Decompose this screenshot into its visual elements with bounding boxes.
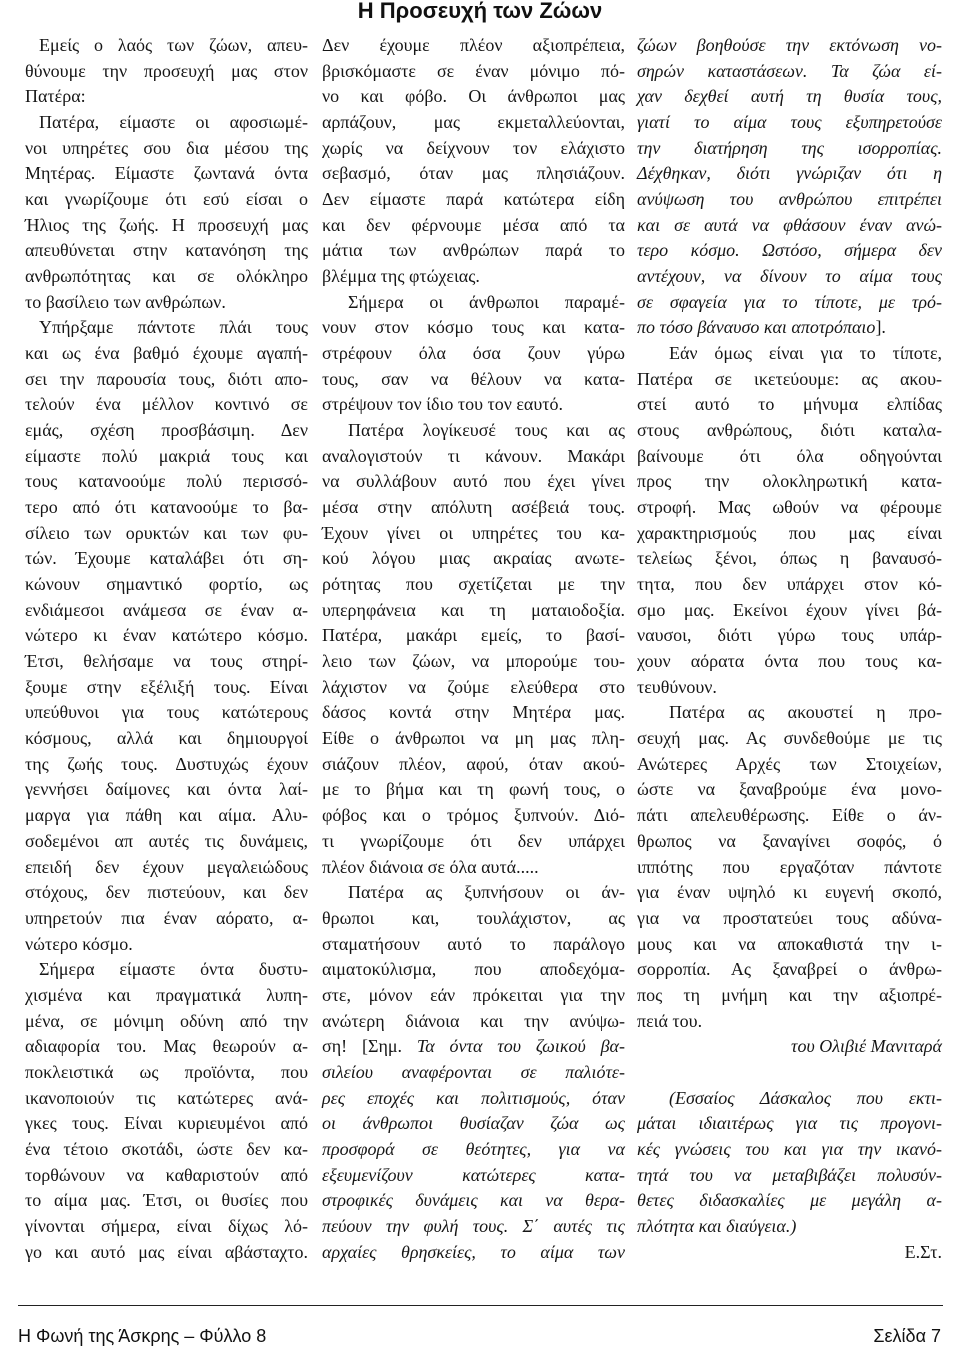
text-line: σοδεμένοι απ αυτές τις δυνάμεις,: [25, 830, 308, 851]
text-line: τους κατανοούμε πολύ περισσό-: [25, 471, 308, 492]
text-line: τους, σαν να θέλουν να κατα-: [322, 368, 625, 389]
text-line: απευθύνεται στην κατανόηση της: [25, 240, 308, 261]
text-line: [322, 1086, 625, 1112]
italic-text-run: πεύουν την φυλή τους. Σ΄ αυτές τις: [322, 1215, 625, 1236]
text-line: Σήμερα οι άνθρωποι παραμέ-: [348, 291, 625, 312]
editor-initials: [637, 1240, 942, 1266]
text-line: μους και να αποκαθιστά την ι-: [637, 933, 942, 954]
text-line: Δέχθηκαν, διότι γνώριζαν ότι η: [637, 163, 942, 184]
text-line: θρωπος να ξαναγίνει σοφός, ό: [637, 830, 942, 851]
text-line: γο και αυτό μας είναι αβάσταχτο.: [25, 1241, 308, 1262]
text-line: πλότητα και διαύγεια.): [637, 1215, 797, 1236]
text-line: το αίμα μας. Έτσι, οι θυσίες που: [25, 1190, 308, 1211]
text-line: πάτι απελευθέρωσης. Είθε ο άν-: [637, 805, 942, 826]
text-line: ανθρωπότητας και σε ολόκληρο: [25, 266, 308, 287]
paragraph: [25, 33, 308, 110]
text-line: εμάς, σχέση προσβάσιμη. Δεν: [25, 420, 308, 441]
text-line: ιππότης που εργαζόταν πάντοτε: [637, 856, 942, 877]
text-line: θετες διδασκαλίες με μεγάλη α-: [637, 1190, 942, 1211]
text-line: σίλειο των ορυκτών και των φυ-: [25, 522, 308, 543]
text-line: γκες τους. Είναι κυριευμένοι από: [25, 1113, 308, 1134]
text-line: αιματοκύλισμα, που αποδεχόμα-: [322, 959, 625, 980]
column-1: [25, 33, 308, 1265]
text-line: τών. Έχουμε καταλάβει ότι ση-: [25, 548, 308, 569]
text-line: Πατέρα, είμαστε οι αφοσιωμέ-: [39, 112, 308, 133]
author-byline: [637, 1034, 942, 1060]
text-line: νουν στον κόσμο τους και κατα-: [322, 317, 625, 338]
text-line: τητά του να μεταβιβάζει πολυσύν-: [637, 1164, 942, 1185]
text-line: βρισκόμαστε σε έναν μόνιμο πό-: [322, 60, 625, 81]
text-line: δάσος κοντά στην Μητέρα μας.: [322, 702, 625, 723]
text-line: τερο κόσμο. Ωστόσο, σήμερα δεν: [637, 240, 942, 261]
text-line: ανώτερη διάνοια και την ανύψω-: [322, 1010, 625, 1031]
italic-text-run: πο τόσο βάναυσο και αποτρόπαιο: [637, 317, 876, 338]
paragraph: [637, 33, 942, 341]
text-line: αναλογιστούν τι κάνουν. Μακάρι: [322, 445, 625, 466]
text-line: Ε.Στ.: [904, 1241, 942, 1262]
page-number: Σελίδα 7: [873, 1326, 941, 1346]
text-line: Πατέρα σε ικετεύουμε: ας ακου-: [637, 368, 942, 389]
text-line: νώτερο κόσμο.: [25, 933, 133, 954]
italic-text-run: ρες εποχές και πολιτισμούς, όταν: [322, 1087, 625, 1108]
text-line: σμο μας. Εκείνοι έχουν γίνει βά-: [637, 599, 942, 620]
text-line: και ως ένα βαθμό έχουμε αγαπή-: [25, 343, 308, 364]
text-line: υπερηφάνεια και τη ματαιοδοξία.: [322, 599, 625, 620]
text-line: σει την παρουσία τους, διότι απο-: [25, 368, 308, 389]
text-line: Πατέρα, μακάρι εμείς, το βασί-: [322, 625, 625, 646]
column-2: [322, 33, 625, 1265]
text-line: Μητέρας. Είμαστε ζωντανά όντα: [25, 163, 308, 184]
text-line: στόχους, δεν πιστεύουν, και δεν: [25, 882, 308, 903]
text-line: ρότητας που σχετίζεται με την: [322, 574, 625, 595]
text-line: χαρακτηρισμούς που μας είναι: [637, 522, 942, 543]
paragraph: [637, 700, 942, 1034]
text-line: βλέμμα της φτώχειας.: [322, 266, 480, 287]
text-line: σεβασμό, όταν μας πλησιάζουν.: [322, 163, 625, 184]
text-line: [322, 1111, 625, 1137]
text-line: Ήλιος της ζωής. Η προσευχή μας: [25, 214, 308, 235]
text-line: Έχουν γίνει οι υπηρέτες του κα-: [322, 522, 625, 543]
column-3: [637, 33, 942, 1265]
text-line: ναυσοι, διότι γύρω τους υπάρ-: [637, 625, 942, 646]
text-line: και δεν φέρνουμε μέσα από τα: [322, 214, 625, 235]
text-line: [322, 1163, 625, 1189]
text-line: κόσμους, αλλά και δημιουργοί: [25, 728, 308, 749]
text-line: τορθώνουν να καθαριστούν από: [25, 1164, 308, 1185]
text-line: [322, 1214, 625, 1240]
text-line: σταματήσουν αυτό το παράλογο: [322, 933, 625, 954]
text-line: αρπάζουν, μας εκμεταλλεύονται,: [322, 112, 625, 133]
text-line: τελείως ξένοι, όπως η βαναυσό-: [637, 548, 942, 569]
text-line: [637, 315, 942, 341]
paragraph: [322, 290, 625, 418]
text-line: σιάζουν πλέον, αφού, όταν ακού-: [322, 753, 625, 774]
text-line: και γνωρίζουμε ότι εσύ είσαι ο: [25, 189, 308, 210]
text-run: ].: [875, 317, 886, 338]
text-line: θύνουμε την προσευχή μας στον: [25, 60, 308, 81]
text-line: χωρίς να δείχνουν τον ελάχιστο: [322, 137, 625, 158]
italic-text-run: αρχαίες θρησκείες, το αίμα των: [322, 1241, 625, 1262]
text-line: προς την ολοκληρωτική κατα-: [637, 471, 942, 492]
text-line: γιατί το αίμα τους εξυπηρετούσε: [637, 112, 942, 133]
text-line: Δεν είμαστε παρά κατώτερα είδη: [322, 189, 625, 210]
text-line: χαν δεχθεί αυτή τη θυσία τους,: [637, 86, 942, 107]
text-line: [322, 1137, 625, 1163]
text-line: Εάν όμως είναι για το τίποτε,: [669, 343, 942, 364]
text-line: γίνονται σήμερα, είναι δίχως λό-: [25, 1215, 308, 1236]
text-line: βαίνουμε ότι όλα οδηγούνται: [637, 445, 942, 466]
text-line: Πατέρα λογίκευσέ τους και ας: [348, 420, 625, 441]
text-line: κώνουν σημαντικό φορτίο, ως: [25, 574, 308, 595]
article-title: Η Προσευχή των Ζώων: [357, 0, 603, 23]
text-line: και σε αυτά να φθάσουν έναν ανώ-: [637, 214, 942, 235]
text-line: Πατέρα:: [25, 86, 86, 107]
text-line: μαργα για πάθη και αίμα. Αλυ-: [25, 805, 308, 826]
text-line: φόβος και ο τρόμος ξυπνούν. Διό-: [322, 805, 625, 826]
text-line: του Ολιβιέ Μανιταρά: [791, 1036, 942, 1057]
text-line: [322, 1060, 625, 1086]
text-line: σορροπία. Ας ξαναβρεί ο άνθρω-: [637, 959, 942, 980]
text-line: ενδιάμεσοι ανάμεσα σε έναν α-: [25, 599, 308, 620]
text-line: σηρών καταστάσεων. Τα ζώα εί-: [637, 60, 942, 81]
publication-issue: Η Φωνή της Άσκρης – Φύλλο 8: [18, 1326, 267, 1346]
footer-rule: [18, 1305, 943, 1306]
text-line: [322, 1240, 625, 1266]
paragraph: [322, 418, 625, 880]
paragraph: [322, 880, 625, 1265]
text-line: [322, 1034, 625, 1060]
italic-text-run: στροφικές δυνάμεις και να θερα-: [322, 1190, 625, 1211]
text-line: [322, 1188, 625, 1214]
text-line: τελούν ένα μέλλον κοντινό σε: [25, 394, 308, 415]
text-line: ποκλειστικά ως προϊόντα, που: [25, 1061, 308, 1082]
text-line: υπεύθυνοι για τους κατώτερους: [25, 702, 308, 723]
text-line: μάται ιδιαιτέρως για τις προγονι-: [637, 1113, 942, 1134]
text-line: νοι υπηρέτες σου δια μέσου της: [25, 137, 308, 158]
text-line: στεί αυτό το μήνυμα ελπίδας: [637, 394, 942, 415]
text-line: Έτσι, θελήσαμε να τους στηρί-: [25, 651, 308, 672]
text-line: της ζωής τους. Δυστυχώς έχουν: [25, 753, 308, 774]
text-line: πος τη μνήμη και την αξιοπρέ-: [637, 984, 942, 1005]
text-line: το βασίλειο των ανθρώπων.: [25, 291, 226, 312]
text-line: Εμείς ο λαός των ζώων, απευ-: [39, 35, 308, 55]
text-line: Είθε ο άνθρωποι να μη μας πλη-: [322, 728, 625, 749]
paragraph: [25, 957, 308, 1265]
text-line: πλέον διάνοια σε όλα αυτά.....: [322, 856, 539, 877]
text-line: νώτερο κι έναν κατώτερο κόσμο.: [25, 625, 308, 646]
text-line: Πατέρα ας ξυπνήσουν οι άν-: [348, 882, 625, 903]
text-line: σευχή μας. Ας συνδεθούμε με τις: [637, 728, 942, 749]
text-line: ένα τέτοιο σκοτάδι, ώστε δεν κα-: [25, 1138, 308, 1159]
text-line: επειδή δεν έχουν μεγαλειώδους: [25, 856, 308, 877]
text-line: λειο των ζώων, να μπορούμε του-: [322, 651, 625, 672]
italic-text-run: Τα όντα του ζωικού βα-: [416, 1036, 625, 1057]
italic-text-run: σιλείου αναφέρονται σε παλιότε-: [322, 1061, 625, 1082]
text-line: ξουμε στην εξέλιξή τους. Είναι: [25, 676, 308, 697]
text-line: τερο από ότι κατανοούμε το βα-: [25, 497, 308, 518]
text-line: θρωποι και, τουλάχιστον, ας: [322, 907, 625, 928]
text-line: για να προστατεύει τους αδύνα-: [637, 907, 942, 928]
text-line: Υπήρξαμε πάντοτε πλάι τους: [39, 317, 308, 338]
text-line: νο και φόβο. Οι άνθρωποι μας: [322, 86, 625, 107]
text-line: αντέχουν, να δίνουν το αίμα τους: [637, 266, 942, 287]
text-line: υπηρετούν πια έναν αόρατο, α-: [25, 907, 308, 928]
text-line: στρέφουν όλα όσα ζουν γύρω: [322, 343, 625, 364]
text-line: την διατήρηση της ισορροπίας.: [637, 137, 942, 158]
paragraph: [25, 110, 308, 315]
text-line: μένα, σε μόνιμη οδύνη από την: [25, 1010, 308, 1031]
text-line: πειά του.: [637, 1010, 703, 1031]
text-line: λάχιστον να ζούμε ελεύθερα στο: [322, 676, 625, 697]
text-line: να συλλάβουν αυτό που έχει γίνει: [322, 471, 625, 492]
text-line: Σήμερα είμαστε όντα δυστυ-: [39, 959, 308, 980]
text-line: με το βήμα και τη φωνή τους, ο: [322, 779, 625, 800]
text-line: Πατέρα ας ακουστεί η προ-: [669, 702, 942, 723]
text-run: ση! [Σημ.: [322, 1036, 417, 1057]
text-line: μάτια των ανθρώπων παρά το: [322, 240, 625, 261]
italic-text-run: εξευμενίζουν κατώτερες κατα-: [322, 1164, 625, 1185]
text-line: σε σφαγεία για το τίποτε, με τρό-: [637, 291, 942, 312]
text-line: στρέψουν τον ίδιο του τον εαυτό.: [322, 394, 563, 415]
text-line: ικανοποιούν τις κατώτερες ανά-: [25, 1087, 308, 1108]
text-line: αδιαφορία του. Μας θεωρούν α-: [25, 1036, 308, 1057]
text-line: μέσα στην απόλυτη ασέβειά τους.: [322, 497, 625, 518]
text-line: στροφή. Μας ωθούν να φέρουμε: [637, 497, 942, 518]
text-line: ζώων βοηθούσε την εκτόνωση νο-: [637, 35, 942, 55]
text-line: ώστε να ξαναβρούμε ένα μονο-: [637, 779, 942, 800]
text-line: χουν αόρατα όντα που τους κα-: [637, 651, 942, 672]
text-line: κού λόγου μιας ακραίας ανωτε-: [322, 548, 625, 569]
paragraph: [322, 33, 625, 290]
text-line: Ανώτερες Αρχές των Στοιχείων,: [637, 753, 942, 774]
text-line: στε, μόνον εάν πρόκειται για την: [322, 984, 625, 1005]
text-line: (Εσσαίος Δάσκαλος που εκτι-: [669, 1087, 942, 1108]
text-line: τητα, που δεν υπάρχει στον κό-: [637, 574, 942, 595]
editor-note: [637, 1086, 942, 1240]
text-line: τευθύνουν.: [637, 676, 717, 697]
text-line: στους ανθρώπους, διότι καταλα-: [637, 420, 942, 441]
paragraph: [637, 341, 942, 700]
text-line: ανύψωση του ανθρώπου επιτρέπει: [637, 189, 942, 210]
text-line: Δεν έχουμε πλέον αξιοπρέπεια,: [322, 35, 625, 55]
italic-text-run: οι άνθρωποι θυσίαζαν ζώα ως: [322, 1113, 625, 1134]
text-line: κές γνώσεις του και για την ικανό-: [637, 1138, 942, 1159]
paragraph: [25, 315, 308, 957]
text-line: τι γνωρίζουμε ότι δεν υπάρχει: [322, 830, 625, 851]
text-line: για έναν υψηλό κι ευγενή σκοπό,: [637, 882, 942, 903]
text-line: είμαστε πολύ μακριά τους και: [25, 445, 308, 466]
text-line: χισμένα και πραγματικά λυπη-: [25, 984, 308, 1005]
italic-text-run: προσφορά σε θεότητες, για να: [322, 1138, 625, 1159]
text-line: γεννήσει δαίμονες και όντα λαί-: [25, 779, 308, 800]
